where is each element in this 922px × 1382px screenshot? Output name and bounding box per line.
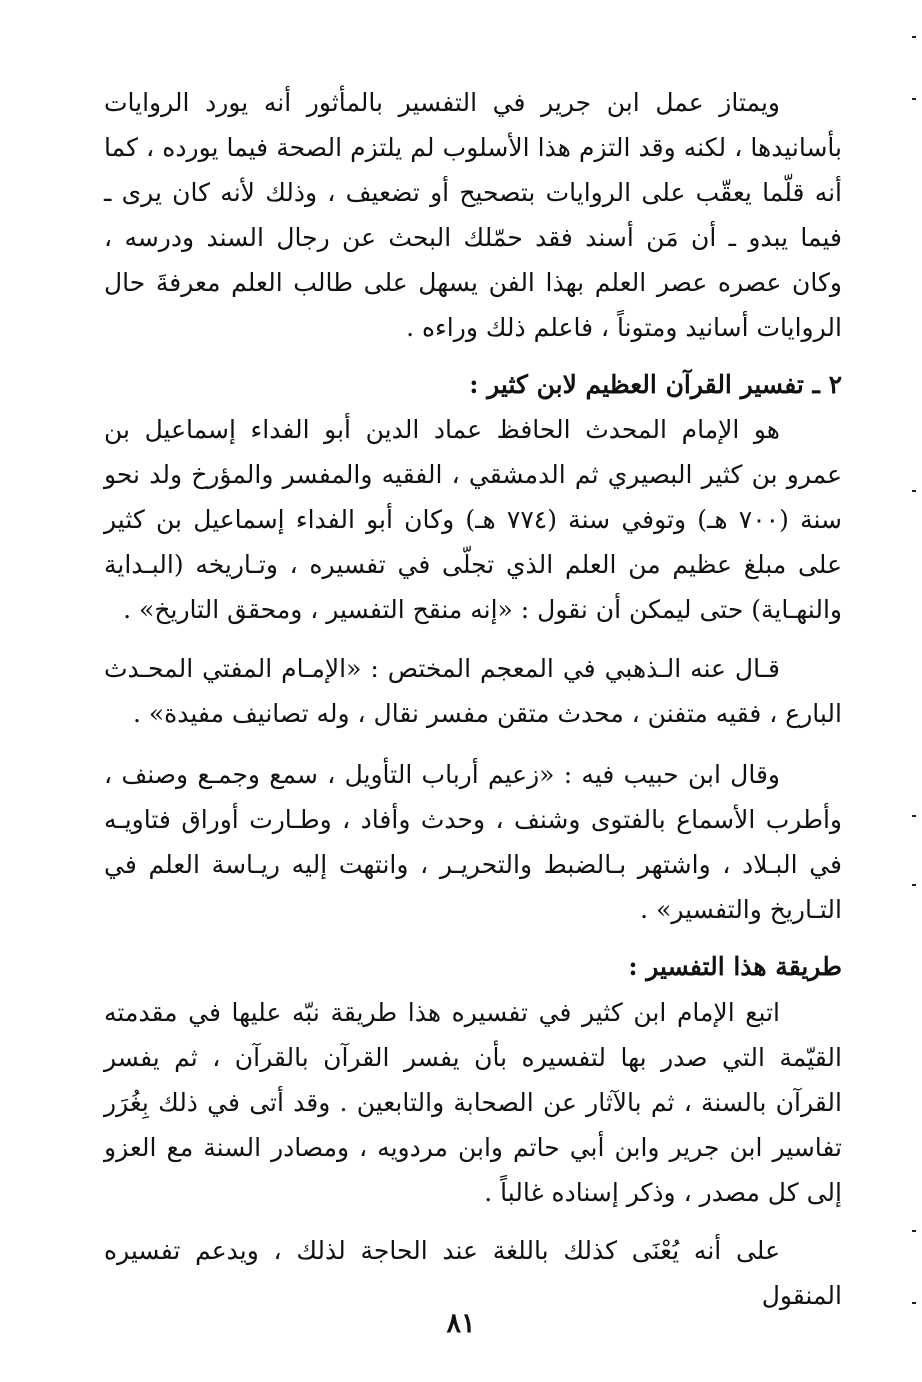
scan-mark [912,98,916,100]
scan-mark [912,1230,916,1232]
paragraph-ibn-habib-quote: وقال ابن حبيب فيه : «زعيم أرباب التأويل ، سمع وجمـع وصنف ، وأطرب الأسماع بالفتوى وشنف ، وحدث وأفاد ، وطـارت أوراق فتاويـه في البـلاد ، واشتهر بـالضبط والتحريـر ، وانتهت إليه ريـاسة العلم في التـاريخ والتفسير» . [104,760,842,924]
scan-mark [912,884,916,886]
paragraph-dhahabi-quote: قـال عنه الـذهبي في المعجم المختص : «الإمـام المفتي المحـدث البارع ، فقيه متفنن ، محدث متقن مفسر نقال ، وله تصانيف مفيدة» . [104,654,842,728]
section-heading-method: طريقة هذا التفسير : [628,952,842,981]
paragraph-language-note: على أنه يُعْنَى كذلك باللغة عند الحاجة لذلك ، ويدعم تفسيره المنقول [104,1236,842,1310]
scan-mark [912,815,916,817]
paragraph-ibn-kathir-bio: هو الإمام المحدث الحافظ عماد الدين أبو الفداء إسماعيل بن عمرو بن كثير البصيري ثم الدمشقي ، الفقيه والمفسر والمؤرخ ولد نحو سنة (٧٠٠ هـ) وتوفي سنة (٧٧٤ هـ) وكان أبو الفداء إسماعيل بن كثير على مبلغ عظيم من العلم الذي تجلّى في تفسيره ، وتـاريخه (البـداية والنهـاية) حتى ليمكن أن نقول : «إنه منقح التفسير ، ومحقق التاريخ» . [104,415,842,624]
section-heading-ibn-kathir: ٢ ـ تفسير القرآن العظيم لابن كثير : [469,370,842,399]
paragraph-ibn-jarir-method: ويمتاز عمل ابن جرير في التفسير بالمأثور أنه يورد الروايات بأسانيدها ، لكنه وقد التزم هذا الأسلوب لم يلتزم الصحة فيما يورده ، كما أنه قلّما يعقّب على الروايات بتصحيح أو تضعيف ، وذلك لأنه كان يرى ـ فيما يبدو ـ أن مَن أسند فقد حمّلك البحث عن رجال السند ودرسه ، وكان عصره عصر العلم بهذا الفن يسهل على طالب العلم معرفةَ حال الروايات أسانيد ومتوناً ، فاعلم ذلك وراءه . [104,88,842,342]
scan-mark [912,490,916,492]
page-number: ٨١ [446,1308,476,1339]
scan-mark [912,36,916,38]
scan-mark [912,1302,916,1304]
paragraph-tafsir-method: اتبع الإمام ابن كثير في تفسيره هذا طريقة نبّه عليها في مقدمته القيّمة التي صدر بها لتفسيره بأن يفسر القرآن بالقرآن ، ثم يفسر القرآن بالسنة ، ثم بالآثار عن الصحابة والتابعين . وقد أتى في ذلك بِغُرَر تفاسير ابن جرير وابن أبي حاتم وابن مردويه ، ومصادر السنة مع العزو إلى كل مصدر ، وذكر إسناده غالباً . [104,998,842,1207]
